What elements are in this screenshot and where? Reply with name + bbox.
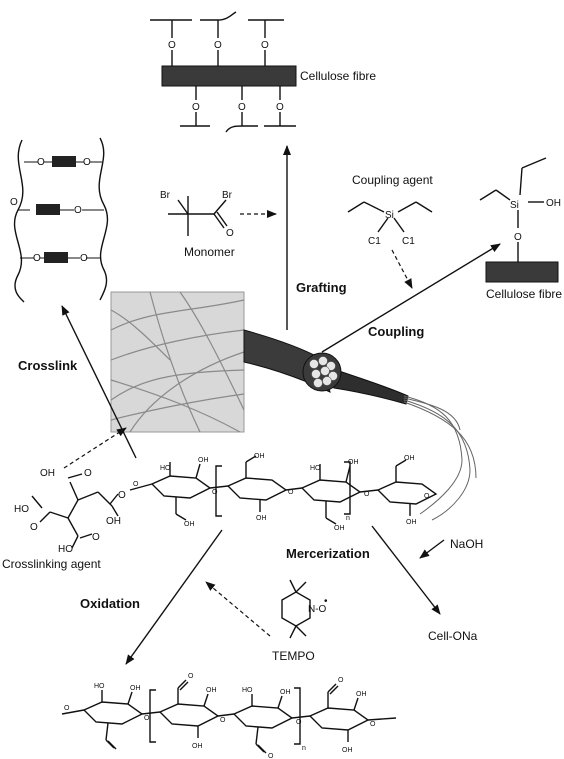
atom-oh: OH <box>106 516 121 527</box>
cellulose-fibre-bar-top <box>162 66 296 86</box>
tempo-structure <box>272 580 328 663</box>
atom-si: Si <box>510 200 519 211</box>
oxidation-label: Oxidation <box>80 596 140 611</box>
tempo-arrow <box>206 582 270 636</box>
monomer-structure <box>160 190 235 259</box>
atom-si: Si <box>385 210 394 221</box>
coupling-agent-structure <box>348 173 433 247</box>
cellulose-fibre-label-right: Cellulose fibre <box>486 287 563 301</box>
atom-o: O <box>268 753 274 759</box>
atom-oh: OH <box>348 459 359 466</box>
atom-oh: OH <box>342 747 353 754</box>
radical-dot: • <box>324 596 328 607</box>
grafted-fibre <box>150 12 376 132</box>
atom-br: Br <box>222 190 232 201</box>
oxidation-arrow <box>126 530 222 664</box>
crosslink-block <box>44 252 68 263</box>
crosslinked-chains <box>10 138 107 302</box>
atom-oh: OH <box>546 198 561 209</box>
atom-o: O <box>92 532 100 543</box>
atom-o: O <box>370 721 376 728</box>
coupled-fibre <box>480 158 562 301</box>
atom-ho: HO <box>14 504 29 515</box>
atom-o: O <box>37 157 45 168</box>
coupling-agent-label: Coupling agent <box>352 173 433 187</box>
atom-ho: HO <box>310 465 321 472</box>
cellulose-fibre-bar-right <box>486 262 558 282</box>
crosslink-block <box>36 204 60 215</box>
atom-o: O <box>118 490 126 501</box>
atom-oh: OH <box>192 743 203 750</box>
atom-oh: OH <box>198 457 209 464</box>
monomer-label: Monomer <box>184 245 235 259</box>
crosslinking-agent-label: Crosslinking agent <box>2 557 101 571</box>
atom-oh: OH <box>334 525 345 532</box>
atom-oh: OH <box>406 519 417 526</box>
atom-o: O <box>212 489 218 496</box>
atom-ho: HO <box>94 683 105 690</box>
fibre-micrograph <box>111 292 244 432</box>
atom-o: O <box>188 673 194 680</box>
atom-o: O <box>192 102 200 113</box>
atom-o: O <box>296 719 302 726</box>
cell-ona-label: Cell-ONa <box>428 629 478 643</box>
atom-o: O <box>74 205 82 216</box>
atom-ho: HO <box>160 465 171 472</box>
atom-oh: OH <box>256 515 267 522</box>
atom-o: O <box>514 232 522 243</box>
atom-cl: C1 <box>368 236 381 247</box>
atom-oh: OH <box>356 691 367 698</box>
coupling-agent-arrow <box>392 250 412 288</box>
atom-ho: HO <box>58 544 73 555</box>
mercerization-arrow <box>372 526 440 614</box>
atom-o: O <box>276 102 284 113</box>
atom-oh: OH <box>404 455 415 462</box>
atom-oh: OH <box>184 521 195 528</box>
atom-cl: C1 <box>402 236 415 247</box>
atom-o: O <box>10 197 18 208</box>
crosslinking-agent-arrow <box>64 428 126 468</box>
atom-o: O <box>30 522 38 533</box>
atom-o: O <box>33 253 41 264</box>
atom-oh: OH <box>254 453 265 460</box>
cellulose-fibre-label-top: Cellulose fibre <box>300 69 377 83</box>
atom-o: O <box>168 40 176 51</box>
naoh-arrow <box>420 540 444 558</box>
atom-o: O <box>64 705 70 712</box>
atom-o: O <box>83 157 91 168</box>
atom-o: O <box>226 228 234 239</box>
atom-o: O <box>144 715 150 722</box>
atom-o: O <box>214 40 222 51</box>
atom-o: O <box>261 40 269 51</box>
atom-o: O <box>364 491 370 498</box>
crosslinking-agent-structure <box>2 468 126 571</box>
atom-o: O <box>220 717 226 724</box>
atom-n-subscript: n <box>302 745 306 752</box>
atom-oh: OH <box>40 468 55 479</box>
atom-o: O <box>133 481 139 488</box>
crosslink-label: Crosslink <box>18 358 78 373</box>
atom-oh: OH <box>280 689 291 696</box>
mercerization-label: Mercerization <box>286 546 370 561</box>
atom-oh: OH <box>206 687 217 694</box>
atom-o: O <box>288 489 294 496</box>
atom-o: O <box>238 102 246 113</box>
coupling-label: Coupling <box>368 324 425 339</box>
naoh-label: NaOH <box>450 537 484 551</box>
atom-br: Br <box>160 190 170 201</box>
cellulose-chain <box>130 453 436 532</box>
atom-n-oxyl: N-O <box>308 604 327 615</box>
crosslink-block <box>52 156 76 167</box>
oxidised-cellulose-chain <box>62 673 396 759</box>
grafting-label: Grafting <box>296 280 347 295</box>
tempo-label: TEMPO <box>272 649 315 663</box>
atom-o: O <box>338 677 344 684</box>
atom-o: O <box>424 493 430 500</box>
atom-o: O <box>80 253 88 264</box>
atom-o: O <box>84 468 92 479</box>
atom-n-subscript: n <box>346 515 350 522</box>
atom-oh: OH <box>130 685 141 692</box>
atom-ho: HO <box>242 687 253 694</box>
